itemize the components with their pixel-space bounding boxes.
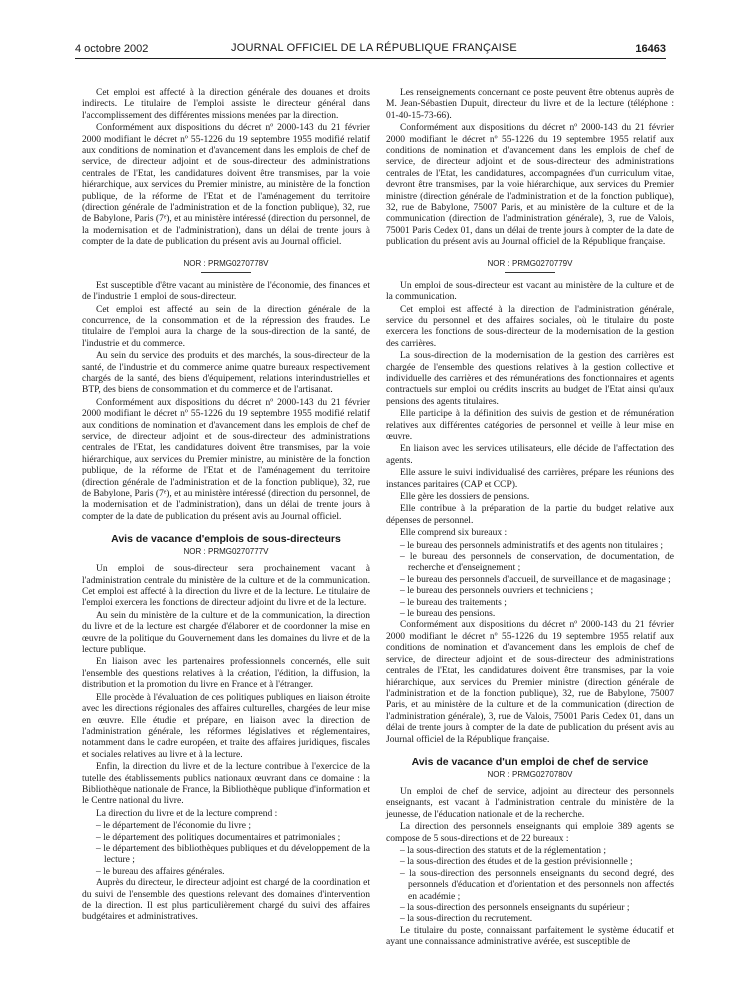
paragraph: Un emploi de sous-directeur sera prochainement vacant à l'administration centrale du ministère de la culture et de la communication. Cet emploi est affecté à la direction du livre et de la lecture. Le titulaire de l'emploi exercera les fonctions de directeur adjoint du livre et de la lecture. — [82, 564, 370, 609]
paragraph: Enfin, la direction du livre et de la lecture contribue à l'exercice de la tutelle des établissements publics nationaux œuvrant dans ce domaine : la Bibliothèque nationale de France, la Bibliothèque publique d'information et le Centre national du livre. — [82, 762, 370, 807]
list-item: – le bureau des personnels administratifs et des agents non titulaires ; — [400, 540, 664, 551]
paragraph: Les renseignements concernant ce poste peuvent être obtenus auprès de M. Jean-Sébastien Dupuit, directeur du livre et de la lecture (téléphone : 01-40-15-73-66). — [386, 88, 674, 121]
list-item: – la sous-direction des personnels enseignants du second degré, des personnels d'éducation et d'orientation et des personnels non affectés en académie ; — [400, 868, 674, 902]
nor-reference: NOR : PRMG0270778V — [82, 259, 370, 273]
list — [386, 846, 674, 926]
paragraph: La sous-direction de la modernisation de la gestion des carrières est chargée de l'ensemble des questions relatives à la gestion collective et individuelle des carrières et des rémunérations des fonctionnaires et agents contractuels sur emploi ou crédits inscrits au budget de l'Etat ainsi qu'aux pensions des agents titulaires. — [386, 351, 674, 407]
list-item: – le bureau des personnels ouvriers et techniciens ; — [400, 586, 594, 597]
list-item: – la sous-direction des statuts et de la réglementation ; — [400, 845, 607, 856]
header-rule — [75, 58, 666, 59]
list-item: – le bureau des pensions. — [400, 609, 496, 620]
paragraph: Au sein du service des produits et des marchés, la sous-directeur de la santé, de l'industrie et du commerce anime quatre bureaux respectivement chargés de la santé, des biens d'équipement, relations interindustrielles et BTP, des biens de consommation et du commerce et de l'artisanat. — [82, 351, 370, 396]
paragraph: Cet emploi est affecté à la direction générale des douanes et droits indirects. Le titulaire de l'emploi assiste le directeur général dans l'accomplissement des différentes missions menées par la direction. — [82, 88, 370, 121]
paragraph: En liaison avec les services utilisateurs, elle décide de l'affectation des agents. — [386, 444, 674, 466]
list-item: – le bureau des traitements ; — [400, 597, 507, 608]
paragraph: Elle participe à la définition des suivis de gestion et de rémunération relatives aux différentes catégories de personnel et veille à leur mise en œuvre. — [386, 409, 674, 442]
paragraph: Un emploi de chef de service, adjoint au directeur des personnels enseignants, est vacant à l'administration centrale du ministère de la jeunesse, de l'éducation nationale et de la recherche. — [386, 786, 674, 820]
header-title: JOURNAL OFFICIEL DE LA RÉPUBLIQUE FRANÇAISE — [231, 42, 517, 54]
paragraph: Elle contribue à la préparation de la partie du budget relative aux dépenses de personnel. — [386, 504, 674, 526]
paragraph: Conformément aux dispositions du décret nº 2000-143 du 21 février 2000 modifiant le décret nº 55-1226 du 19 septembre 1955 modifié relatif aux conditions de nomination et d'avancement dans les emplois de chef de service, de directeur adjoint et de sous-directeur des administrations centrales de l'Etat, les candidatures doivent être transmises, par la voie hiérarchique, aux services du Premier ministre, au ministère de la fonction publique, de la réforme de l'Etat et de l'aménagement du territoire (direction générale de l'administration et de la fonction publique), 32, rue de Babylone, Paris (7ᵉ), et au ministère intéressé (direction du personnel, de la modernisation et de l'administration), dans un délai de trente jours à compter de la date de publication du présent avis au Journal officiel. — [82, 123, 370, 248]
paragraph: Conformément aux dispositions du décret nº 2000-143 du 21 février 2000 modifiant le décret nº 55-1226 du 19 septembre 1955 relatif aux conditions de nomination et d'avancement dans les emplois de chef de service, de directeur adjoint et de sous-directeur des administrations centrales de l'Etat, les candidatures doivent être transmises, par la voie hiérarchique, aux services du Premier ministre (direction générale de l'administration et de la fonction publique), 32, rue de Babylone, 75007 Paris, et au ministère de la culture et de la communication (direction de l'administration générale), 3, rue de Valois, 75001 Paris Cedex 01, dans un délai de trente jours à compter de la date de publication du présent avis au Journal officiel de la République française. — [386, 620, 674, 745]
page-header — [0, 0, 748, 62]
list-item: – la sous-direction des personnels enseignants du supérieur ; — [400, 903, 630, 913]
paragraph: Conformément aux dispositions du décret nº 2000-143 du 21 février 2000 modifiant le décret nº 55-1226 du 19 septembre 1955 relatif aux conditions de nomination et d'avancement dans les emplois de chef de service, de directeur adjoint et de sous-directeur des administrations centrales de l'Etat, les candidatures, accompagnées d'un curriculum vitae, devront être transmises, par la voie hiérarchique, aux services du Premier ministre (direction générale de l'administration et de la fonction publique), 32, rue de Babylone, 75007 Paris, et au ministère de la culture et de la communication (direction de l'administration générale), 3, rue de Valois, 75001 Paris Cedex 01, dans un délai de trente jours à compter de la date de publication du présent avis au Journal officiel de la République française. — [386, 123, 674, 248]
nor-reference: NOR : PRMG0270777V — [183, 547, 269, 557]
list-item: – le département des politiques documentaires et patrimoniales ; — [96, 832, 341, 843]
paragraph: Le titulaire du poste, connaissant parfaitement le système éducatif et ayant une connaissance administrative avérée, est susceptible de — [386, 925, 674, 948]
nor-reference: NOR : PRMG0270779V — [386, 259, 674, 273]
paragraph: Est susceptible d'être vacant au ministère de l'économie, des finances et de l'industrie 1 emploi de sous-directeur. — [82, 280, 370, 303]
paragraph: En liaison avec les partenaires professionnels concernés, elle suit l'ensemble des questions relatives à la création, l'édition, la diffusion, la distribution et la promotion du livre en France et à l'étranger. — [82, 657, 370, 691]
paragraph: La direction du livre et de la lecture comprend : — [96, 808, 278, 819]
paragraph: Elle assure le suivi individualisé des carrières, prépare les réunions des instances paritaires (CAP et CCP). — [386, 468, 674, 490]
list-item: – la sous-direction des études et de la gestion prévisionnelle ; — [400, 857, 633, 868]
section-title: Avis de vacance d'un emploi de chef de service — [411, 755, 649, 768]
left-column — [82, 88, 370, 925]
nor-reference: NOR : PRMG0270780V — [487, 769, 573, 779]
list — [386, 541, 674, 621]
list-item: – le bureau des personnels de conservation, de documentation, de recherche et d'enseignement ; — [400, 552, 674, 574]
list-item: – le bureau des affaires générales. — [96, 866, 225, 877]
paragraph: Cet emploi est affecté au sein de la direction générale de la concurrence, de la consommation et de la répression des fraudes. Le titulaire de l'emploi aura la charge de la sous-direction de la santé, de l'industrie et du commerce. — [82, 304, 370, 349]
paragraph: Elle gère les dossiers de pensions. — [400, 492, 530, 502]
paragraph: Elle procède à l'évaluation de ces politiques publiques en liaison étroite avec les directions régionales des affaires culturelles, chargées de leur mise en œuvre. Elle étudie et prépare, en liaison avec la direction de l'administration générale, les réformes législatives et réglementaires, notamment dans le cadre européen, et traite des affaires juridiques, fiscales et sociales relatives au livre et à la lecture. — [82, 692, 370, 760]
paragraph: Elle comprend six bureaux : — [400, 528, 508, 539]
paragraph: Un emploi de sous-directeur est vacant au ministère de la culture et de la communication. — [386, 280, 674, 303]
header-date: 4 octobre 2002 — [75, 43, 149, 55]
paragraph: La direction des personnels enseignants qui emploie 389 agents se compose de 5 sous-directions et de 22 bureaux : — [386, 822, 674, 844]
list-item: – le département de l'économie du livre ; — [96, 821, 251, 832]
paragraph: Auprès du directeur, le directeur adjoint est chargé de la coordination et du suivi de l'ensemble des questions relevant des domaines d'intervention de la direction. Il est plus particulièrement chargé du suivi des affaires budgétaires et administratives. — [82, 878, 370, 923]
list — [82, 821, 370, 878]
right-column — [386, 88, 674, 950]
header-page-number: 16463 — [635, 43, 666, 55]
paragraph: Conformément aux dispositions du décret nº 2000-143 du 21 février 2000 modifiant le décret nº 55-1226 du 19 septembre 1955 modifié relatif aux conditions de nomination et d'avancement dans les emplois de chef de service, de directeur adjoint et de sous-directeur des administrations centrales de l'Etat, les candidatures doivent être transmises, par la voie hiérarchique, aux services du Premier ministre, au ministère de la fonction publique, de la réforme de l'Etat et de l'aménagement du territoire (direction générale de l'administration et de la fonction publique), 32, rue de Babylone, Paris (7ᵉ), et au ministère intéressé (direction du personnel, de la modernisation et de l'administration), dans un délai de trente jours à compter de la date de publication du présent avis au Journal officiel. — [82, 397, 370, 522]
paragraph: Au sein du ministère de la culture et de la communication, la direction du livre et de la lecture est chargée d'élaborer et de coordonner la mise en œuvre de la politique du Gouvernement dans les domaines du livre et de la lecture publique. — [82, 610, 370, 656]
list-item: – le département des bibliothèques publiques et du développement de la lecture ; — [96, 843, 370, 866]
list-item: – la sous-direction du recrutement. — [400, 914, 533, 925]
paragraph: Cet emploi est affecté à la direction de l'administration générale, service du personnel et des affaires sociales, où le titulaire du poste exercera les fonctions de sous-directeur de la modernisation de la gestion des carrières. — [386, 304, 674, 349]
section-title: Avis de vacance d'emplois de sous-directeurs — [111, 533, 341, 546]
list-item: – le bureau des personnels d'accueil, de surveillance et de magasinage ; — [400, 574, 671, 585]
